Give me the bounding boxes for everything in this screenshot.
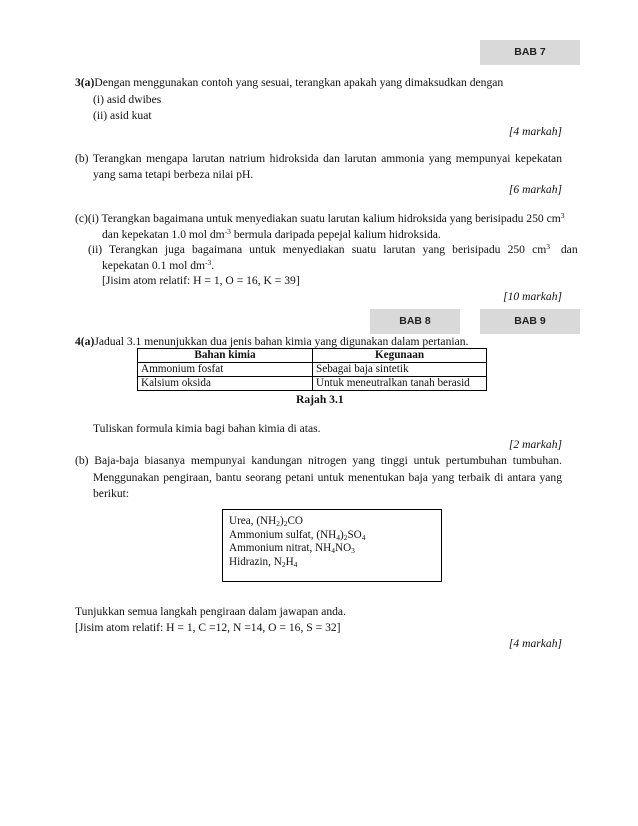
- q4b-marks: [4 markah]: [508, 637, 562, 650]
- q4a-instruction: Tuliskan formula kimia bagi bahan kimia di atas.: [93, 422, 321, 435]
- table-cell: Ammonium fosfat: [138, 363, 313, 377]
- q3-number: 3(a): [75, 76, 95, 89]
- nitrat-s2: 3: [351, 546, 355, 555]
- nitrat-s1: 4: [331, 546, 335, 555]
- table-header-cell: Kegunaan: [313, 349, 487, 363]
- chapter-tag-bab8: BAB 8: [370, 309, 460, 334]
- q3c-i-text: (c)(i) Terangkan bagaimana untuk menyediakan suatu larutan kalium hidroksida yang berisipadu 250 cm: [75, 212, 561, 225]
- q3c-i-line2: [102, 227, 441, 242]
- q3c-ii-text: (ii) Terangkan juga bagaimana untuk menyediakan suatu larutan yang berisipadu 250 cm: [88, 243, 547, 256]
- fertilizer-urea: [229, 515, 435, 529]
- hidrazin-s2: 4: [293, 559, 298, 569]
- q3a-item-ii: (ii) asid kuat: [93, 109, 152, 122]
- q4a-marks: [2 markah]: [508, 438, 562, 451]
- q3a-marks: [4 markah]: [508, 125, 562, 138]
- sulfat-a: Ammonium sulfat, (NH: [229, 528, 337, 541]
- q4b-jisim: [Jisim atom relatif: H = 1, C =12, N =14, O = 16, S = 32]: [75, 621, 341, 634]
- q3b-marks: [6 markah]: [508, 183, 562, 196]
- q4a-question: [75, 334, 468, 349]
- table-header-row: [138, 349, 487, 363]
- sulfat-s1: 4: [336, 532, 340, 542]
- q3b-line2: yang sama tetapi berbeza nilai pH.: [93, 168, 254, 181]
- q4b-line2: Menggunakan pengiraan, bantu seorang petani untuk menentukan baja yang terbaik di antara yang: [93, 471, 562, 484]
- fertilizer-box: [222, 509, 442, 582]
- table-header-cell: Bahan kimia: [138, 349, 313, 363]
- q3c-ii-line1: [88, 242, 578, 257]
- table-caption: Rajah 3.1: [296, 393, 344, 406]
- table-row: [138, 363, 487, 377]
- chapter-tag-bab7: BAB 7: [480, 40, 580, 65]
- q3c-marks: [10 markah]: [503, 290, 562, 303]
- table-row: [138, 377, 487, 391]
- sulfat-s2: 2: [343, 532, 348, 542]
- q3c-ii-sup: 3: [546, 242, 550, 251]
- table-cell: Untuk meneutralkan tanah berasid: [313, 377, 487, 391]
- nitrat-b: NO: [334, 542, 352, 554]
- table-cell: Sebagai baja sintetik: [313, 363, 487, 377]
- q3a-text: Dengan menggunakan contoh yang sesuai, terangkan apakah yang dimaksudkan dengan: [94, 76, 504, 89]
- fertilizer-ammonium-sulfat: [229, 529, 435, 543]
- table-cell: Kalsium oksida: [138, 377, 313, 391]
- urea-s2: 2: [283, 519, 288, 528]
- q3c-jisim: [Jisim atom relatif: H = 1, O = 16, K = 39]: [102, 274, 300, 287]
- urea-a: Urea, (NH: [229, 515, 277, 527]
- q3c-i-sup: 3: [560, 211, 565, 220]
- q3a-item-i: (i) asid dwibes: [93, 93, 162, 106]
- hidrazin-b: H: [285, 555, 294, 568]
- urea-b: ): [279, 515, 284, 527]
- q3c-ii-line2-b: .: [211, 259, 215, 272]
- q4b-line3: berikut:: [93, 487, 130, 500]
- q3a-question: [75, 75, 503, 90]
- q3c-i-line2-b: bermula daripada pepejal kalium hidroksida.: [230, 228, 441, 241]
- q4-number: 4(a): [75, 335, 95, 348]
- urea-s1: 2: [276, 519, 280, 528]
- sulfat-b: ): [339, 528, 344, 541]
- fertilizer-ammonium-nitrat: [229, 542, 435, 556]
- sulfat-s3: 4: [361, 532, 366, 542]
- hidrazin-a: Hidrazin, N: [229, 555, 282, 568]
- fertilizer-hidrazin: [229, 556, 435, 570]
- q3c-ii-line2: [102, 258, 214, 273]
- chapter-tag-bab9: BAB 9: [480, 309, 580, 334]
- q4b-show-steps: Tunjukkan semua langkah pengiraan dalam jawapan anda.: [75, 605, 346, 618]
- chemicals-table: [137, 348, 487, 391]
- q3c-ii-line2-sup: -3: [205, 258, 212, 267]
- q3c-ii-end: dan: [549, 243, 578, 256]
- q3b-line1: (b) Terangkan mengapa larutan natrium hidroksida dan larutan ammonia yang mempunyai kepekatan: [75, 152, 562, 165]
- hidrazin-s1: 2: [281, 559, 286, 569]
- q3c-i-line1: [75, 211, 565, 226]
- q4b-line1: (b) Baja-baja biasanya mempunyai kandungan nitrogen yang tinggi untuk pertumbuhan tumbuhan.: [75, 454, 562, 467]
- q4a-text: Jadual 3.1 menunjukkan dua jenis bahan kimia yang digunakan dalam pertanian.: [94, 335, 469, 348]
- q3c-i-line2-sup: -3: [224, 227, 231, 236]
- q3c-i-line2-a: dan kepekatan 1.0 mol dm: [102, 228, 225, 241]
- nitrat-a: Ammonium nitrat, NH: [229, 542, 332, 554]
- q3c-ii-line2-a: kepekatan 0.1 mol dm: [102, 259, 206, 272]
- sulfat-c: SO: [347, 528, 362, 541]
- urea-c: CO: [287, 515, 303, 527]
